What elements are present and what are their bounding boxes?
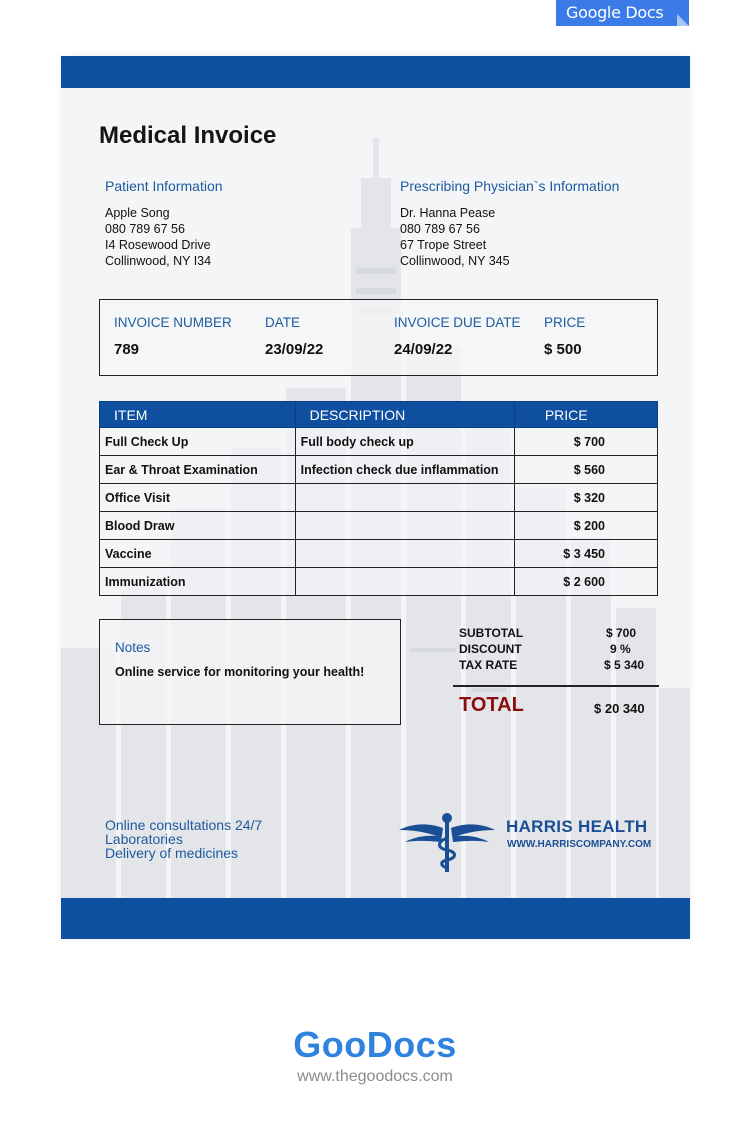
physician-street: 67 Trope Street (400, 238, 487, 252)
notes-box (99, 619, 401, 725)
service-item: Laboratories (105, 831, 183, 847)
service-item: Online consultations 24/7 (105, 817, 263, 833)
company-name: HARRIS HEALTH (506, 817, 648, 836)
total-value: $ 20 340 (594, 701, 645, 716)
subtotal-value: $ 700 (606, 626, 637, 640)
description-cell (295, 512, 515, 540)
google-docs-badge-label: Google Docs (566, 3, 664, 22)
price-cell: $ 700 (515, 428, 658, 456)
physician-name: Dr. Hanna Pease (400, 206, 496, 220)
total-label: TOTAL (459, 694, 524, 716)
patient-name: Apple Song (105, 206, 170, 220)
price-cell: $ 3 450 (515, 540, 658, 568)
subtotal-label: SUBTOTAL (459, 626, 524, 640)
item-cell: Vaccine (100, 540, 296, 568)
invoice-summary-box (99, 299, 658, 376)
description-cell (295, 484, 515, 512)
description-cell (295, 568, 515, 596)
service-item: Delivery of medicines (105, 845, 239, 861)
due-date-value: 24/09/22 (394, 341, 453, 358)
tax-rate-label: TAX RATE (459, 658, 518, 672)
table-row (100, 456, 658, 484)
top-band (61, 56, 690, 88)
discount-label: DISCOUNT (459, 642, 522, 656)
item-cell: Full Check Up (100, 428, 296, 456)
company-url[interactable]: WWW.HARRISCOMPANY.COM (507, 839, 652, 850)
date-label: DATE (265, 315, 301, 330)
invoice-page (61, 56, 690, 939)
caduceus-logo-icon (397, 808, 497, 874)
notes-text: Online service for monitoring your health! (115, 665, 365, 679)
services-list (105, 818, 262, 860)
notes-heading: Notes (115, 640, 151, 655)
bottom-band (61, 898, 690, 939)
item-cell: Ear & Throat Examination (100, 456, 296, 484)
table-row (100, 540, 658, 568)
goodocs-logo: GooDocs (293, 1024, 457, 1065)
physician-info-heading: Prescribing Physician`s Information (400, 178, 620, 194)
item-cell: Office Visit (100, 484, 296, 512)
physician-phone: 080 789 67 56 (400, 222, 480, 236)
price-cell: $ 320 (515, 484, 658, 512)
price-cell: $ 200 (515, 512, 658, 540)
column-header-description: DESCRIPTION (295, 402, 515, 428)
patient-street: I4 Rosewood Drive (105, 238, 211, 252)
items-table (99, 401, 658, 596)
invoice-number-value: 789 (114, 341, 140, 358)
patient-info-heading: Patient Information (105, 178, 223, 194)
price-cell: $ 560 (515, 456, 658, 484)
column-header-price: PRICE (515, 402, 658, 428)
discount-value: 9 % (610, 642, 631, 656)
patient-city: Collinwood, NY I34 (105, 254, 212, 268)
table-row (100, 568, 658, 596)
table-header-row (100, 402, 658, 428)
patient-phone: 080 789 67 56 (105, 222, 185, 236)
description-cell: Full body check up (295, 428, 515, 456)
description-cell (295, 540, 515, 568)
price-value: $ 500 (544, 341, 582, 358)
column-header-item: ITEM (100, 402, 296, 428)
table-row (100, 512, 658, 540)
patient-address (105, 205, 211, 269)
physician-address (400, 205, 510, 269)
goodocs-url[interactable]: www.thegoodocs.com (297, 1068, 453, 1085)
invoice-title: Medical Invoice (99, 122, 277, 149)
page-fold-icon (677, 14, 689, 26)
price-cell: $ 2 600 (515, 568, 658, 596)
google-docs-badge[interactable] (556, 0, 689, 26)
table-row (100, 484, 658, 512)
item-cell: Immunization (100, 568, 296, 596)
totals-divider (453, 685, 659, 687)
table-row (100, 428, 658, 456)
item-cell: Blood Draw (100, 512, 296, 540)
description-cell: Infection check due inflammation (295, 456, 515, 484)
price-label: PRICE (544, 315, 586, 330)
tax-rate-value: $ 5 340 (604, 658, 645, 672)
invoice-number-label: INVOICE NUMBER (114, 315, 232, 330)
due-date-label: INVOICE DUE DATE (394, 315, 521, 330)
date-value: 23/09/22 (265, 341, 324, 358)
physician-city: Collinwood, NY 345 (400, 254, 510, 268)
